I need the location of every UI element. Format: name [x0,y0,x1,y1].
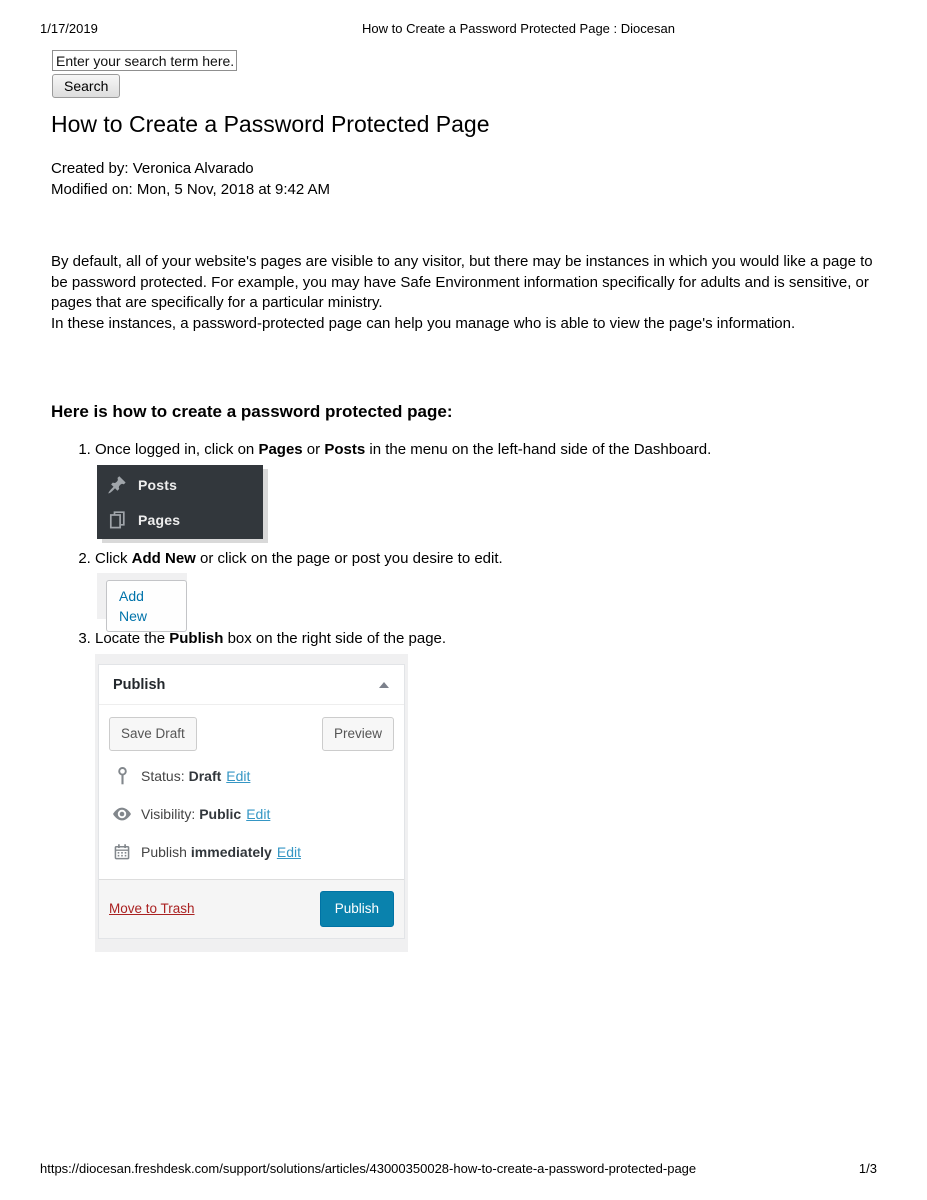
schedule-text: Publish immediately Edit [141,844,301,860]
status-pin-icon [112,767,132,785]
step-3-bold-publish: Publish [169,630,224,647]
step-2-bold-add-new: Add New [131,550,196,567]
created-by: Created by: Veronica Alvarado [51,160,254,177]
status-row [109,757,394,795]
step-3: 3. Locate the Publish box on the right side of the page. Publish Save Draft Preview Status: Draft Edit Visibility: Public Edit Publish immediately Edit Move to Trash Publish [95,629,879,952]
pushpin-icon [107,475,127,495]
move-to-trash-link: Move to Trash [109,901,195,916]
visibility-text: Visibility: Public Edit [141,806,271,822]
search-button[interactable]: Search [52,74,120,98]
print-date: 1/17/2019 [40,21,98,36]
pages-icon [107,510,127,530]
intro-paragraph-1: By default, all of your website's pages are visible to any visitor, but there may be instances in which you would like a page to be password protected. For example, you may have Safe Environment information specifically for adults and is sensitive, or pages that are specifically for a particular ministry. [51,253,873,311]
steps-list [51,440,879,961]
publish-metabox-title: Publish [113,677,166,693]
publish-metabox-header [99,665,404,705]
status-edit-link: Edit [226,768,251,784]
publish-metabox-body [99,705,404,879]
wp-menu-item-pages [97,502,263,537]
status-text: Status: Draft Edit [141,768,251,784]
visibility-edit-link: Edit [246,806,271,822]
section-heading: Here is how to create a password protected page: [51,402,453,421]
calendar-icon [112,843,132,861]
modified-on: Modified on: Mon, 5 Nov, 2018 at 9:42 AM [51,181,331,198]
schedule-row [109,833,394,871]
wp-menu-pages-label: Pages [138,511,181,528]
step-1: 1. Once logged in, click on Pages or Posts in the menu on the left-hand side of the Dashboard. Posts Pages [95,440,879,539]
print-title: How to Create a Password Protected Page : Diocesan [362,21,675,36]
article-title: How to Create a Password Protected Page [51,111,490,137]
preview-button: Preview [322,717,394,751]
intro [51,252,879,334]
add-new-screenshot [97,573,187,624]
add-new-button: Add New [106,580,187,632]
intro-paragraph-2: In these instances, a password-protected page can help you manage who is able to view the page's information. [51,314,796,332]
eye-icon [112,807,132,821]
wp-admin-menu-screenshot [97,465,263,539]
search-area [52,50,237,98]
footer-url: https://diocesan.freshdesk.com/support/solutions/articles/43000350028-how-to-create-a-password-protected-page [40,1161,697,1176]
search-input[interactable] [52,50,237,71]
visibility-row [109,795,394,833]
save-draft-button: Save Draft [109,717,197,751]
publish-metabox-footer [99,879,404,938]
step-1-text: Once logged in, click on [95,441,259,458]
publish-box-screenshot [95,654,408,952]
wp-menu-posts-label: Posts [138,476,178,493]
collapse-arrow-icon [379,682,389,688]
schedule-edit-link: Edit [276,844,301,860]
wp-menu-item-posts [97,467,263,502]
step-2: 2. Click Add New or click on the page or post you desire to edit. Add New [95,549,879,619]
step-2-text: Click [95,550,132,567]
article-meta [51,158,330,200]
step-1-bold-posts: Posts [324,441,366,458]
publish-metabox [98,664,405,939]
footer-page-number: 1/3 [858,1161,877,1176]
minor-actions-row [109,717,394,751]
publish-button: Publish [320,891,394,927]
print-footer [40,1161,877,1176]
step-1-bold-pages: Pages [258,441,303,458]
step-3-text: Locate the [95,630,170,647]
